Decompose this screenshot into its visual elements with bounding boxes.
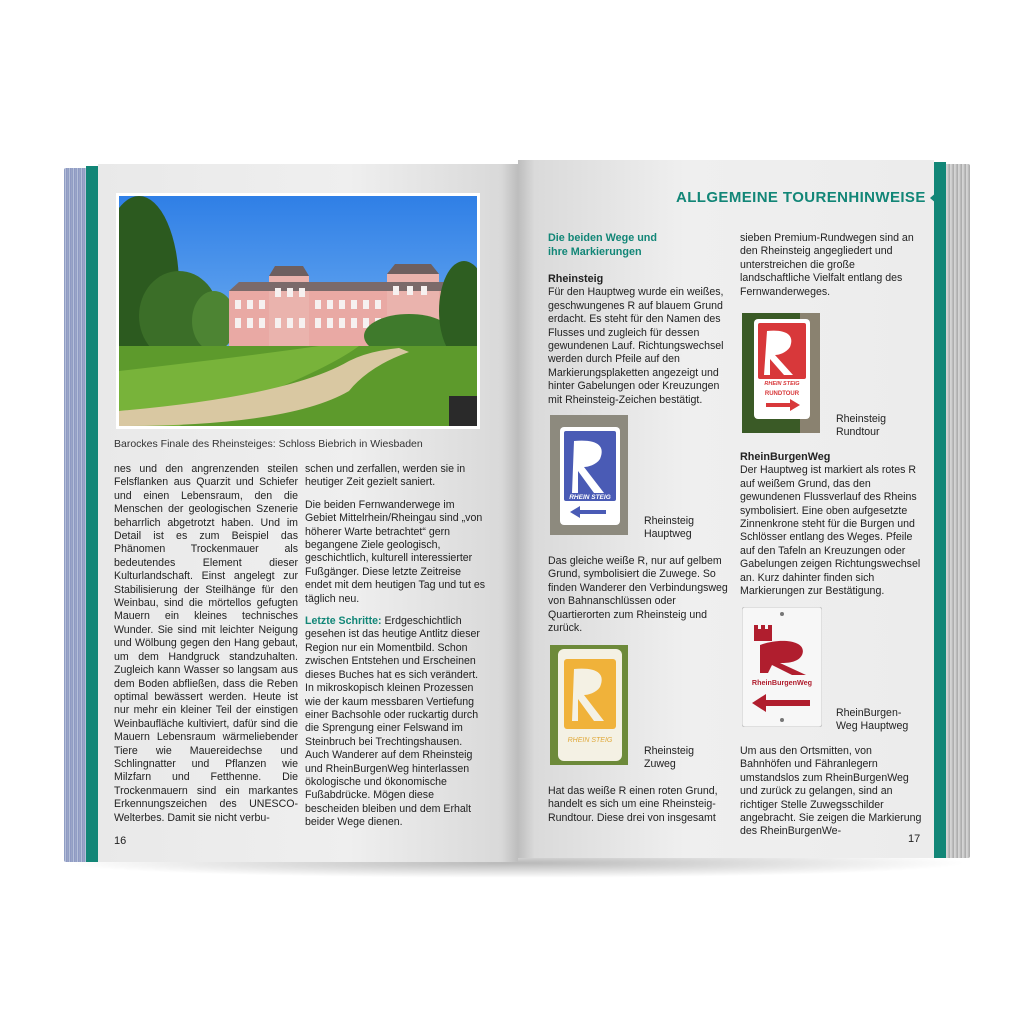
heading-rheinsteig: Rheinsteig [548, 273, 604, 285]
section-title: ALLGEMEINE TOURENHINWEISE [676, 189, 926, 206]
rheinsteig-rundtour-sign [742, 313, 820, 433]
page-number-right: 17 [908, 833, 921, 845]
left-accent-bar [86, 166, 98, 862]
rheinburgenweg-sign-icon [742, 607, 822, 727]
schloss-biebrich-photo [116, 193, 480, 429]
rheinsteig-zuweg-sign [550, 645, 628, 765]
rbw-paragraph-block [740, 451, 924, 607]
right-accent-bar [934, 162, 946, 858]
left-column-2 [305, 463, 488, 839]
paragraph: Die beiden Fernwanderwege im Gebiet Mittelrhein/Rheingau sind „von höherer Warte betrachtet“ gern begangene Ziele geologisch, geschichtlich, kulturell interessierter Fußgänger. Diese letzte Zeitreise endet mit dem heutigen Tag und tut es täglich neu. [305, 498, 486, 605]
rheinsteig-red-sign-icon [742, 313, 820, 433]
sign-label-rundtour: Rheinsteig Rundtour [836, 413, 887, 439]
right-page-edges [944, 164, 970, 858]
paragraph: nes und den angrenzenden steilen Felsflanken aus Quarzit und Schiefer und einen Lebensraum, den die Menschen der geologischen Szenerie beharrlich abgetrotzt haben. Und im Detail ist es zum Beispiel das Phänomen Trockenmauer als bedeutendes Element dieser Kulturlandschaft. Einst angelegt zur Stabilisierung der Steilhänge für den Weinbau, sind die mörtellos gefugten Mauern ein kleines technisches Wunder. Sie sind mit leichter Neigung und Wölbung gegen den Hang gebaut, um dem Handgruck standzuhalten. Zugleich kann Wasser so langsam aus dem Boden abfließen, dass die Reben optimal bewässert werden. Heute ist nur mehr ein kleiner Teil der einstigen Weinbaufläche kultiviert, dafür sind die Mauern Lebensraum wärmeliebender Tiere wie Mauereidechse und Schlingnatter und Pflanzen wie Milzfarn und Fetthenne. Die Trockenmauern sind ein markantes Erkennungszeichen des UNESCO-Welterbes. Damit sie nicht verbu- [114, 463, 298, 824]
section-marker-icon [930, 192, 937, 204]
paragraph-letzte-schritte [305, 615, 488, 830]
right-column-2 [740, 232, 924, 308]
highlight-letzte-schritte: Letzte Schritte: [305, 615, 382, 628]
sign-text: RUNDTOUR [764, 391, 800, 397]
paragraph: Das gleiche weiße R, nur auf gelbem Grund, symbolisiert die Zuwege. So finden Wanderer den Verbindungsweg von Bahnanschlüssen oder Quartierorten zum Rheinsteig und zurück. [548, 555, 728, 635]
sign-label-zuweg: Rheinsteig Zuweg [644, 745, 695, 771]
rundtour-paragraph-block [548, 785, 730, 834]
paragraph: Hat das weiße R einen roten Grund, handelt es sich um eine Rheinsteig-Rundtour. Diese drei von insgesamt [548, 785, 718, 824]
sign-text: RHEIN STEIG [569, 494, 611, 501]
paragraph-text: Erdgeschichtlich gesehen ist das heutige Antlitz dieser Region nur ein Momentbild. Schon zwischen Entstehen und Erscheinen dieses Buches hat es sich verändert. In mikroskopisch kleinen Prozessen wie der kaum messbaren Vertiefung einer Bachsohle oder ruckartig durch die Sprengung einer Felswand im Steinbruch bei Trechtingshausen. Auch Wanderer auf dem Rheinsteig und RheinBurgenWeg hinterlassen ökologische und ökonomische Fußabdrücke. Mögen diese bescheiden bleiben und dem Erhalt beider Wege dienen. [305, 615, 480, 829]
sign-text: RHEIN STEIG [764, 381, 800, 387]
heading-rheinburgenweg: RheinBurgenWeg [740, 451, 831, 463]
paragraph: Der Hauptweg ist markiert als rotes R auf weißem Grund, das den gewundenen Flussverlauf des Rheins symbolisiert. Eine oben aufgesetzte Zinnenkrone steht für die Burgen und Schlösser entlang des Weges. Pfeile auf den Tafeln an Kreuzungen oder Gabelungen zeigen Richtungswechsel an. Kurz dahinter finden sich Markierungen zur Bestätigung. [740, 464, 921, 598]
left-page-edges [64, 168, 88, 862]
sign-label-rbw: RheinBurgen- Weg Hauptweg [836, 707, 909, 733]
sign-text: RheinBurgenWeg [751, 678, 813, 687]
paragraph: Um aus den Ortsmitten, von Bahnhöfen und Fähranlegern umstandslos zum RheinBurgenWeg und zurück zu gelangen, sind an richtiger Stelle Zuwegsschilder angebracht. Sie zeigen die Markierung des RheinBurgenWe- [740, 745, 922, 838]
left-column-1 [114, 463, 298, 834]
paragraph: schen und zerfallen, werden sie in heutiger Zeit gezielt saniert. [305, 463, 466, 489]
paragraph: Für den Hauptweg wurde ein weißes, geschwungenes R auf blauem Grund erdacht. Es steht für den Namen des Flusses und zugleich für dessen gewundenen Lauf. Richtungswechsel werden durch Pfeile auf den Markierungsplaketten angezeigt und hinter Gabelungen oder Kreuzungen mit Rheinsteig-Zeichen bestätigt. [548, 286, 724, 406]
rheinsteig-blue-sign-icon [550, 415, 628, 535]
paragraph: sieben Premium-Rundwegen sind an den Rheinsteig angegliedert und unterstreichen die große landschaftliche Vielfalt entlang des Fernwanderweges. [740, 232, 914, 298]
sign-text: RHEIN STEIG [567, 737, 613, 744]
rheinsteig-yellow-sign-icon [550, 645, 628, 765]
sign-label-hauptweg: Rheinsteig Hauptweg [644, 515, 695, 541]
rheinsteig-hauptweg-sign [550, 415, 628, 535]
right-column-1 [548, 232, 730, 407]
page-number-left: 16 [114, 835, 127, 847]
photo-caption: Barockes Finale des Rheinsteiges: Schloss Biebrich in Wiesbaden [114, 438, 423, 450]
castle-illustration [119, 196, 477, 426]
last-paragraph-block [740, 745, 924, 848]
rheinburgenweg-sign [742, 607, 822, 727]
zuweg-paragraph-block [548, 555, 730, 644]
heading-wege-markierungen: Die beiden Wege und ihre Markierungen [548, 232, 657, 258]
